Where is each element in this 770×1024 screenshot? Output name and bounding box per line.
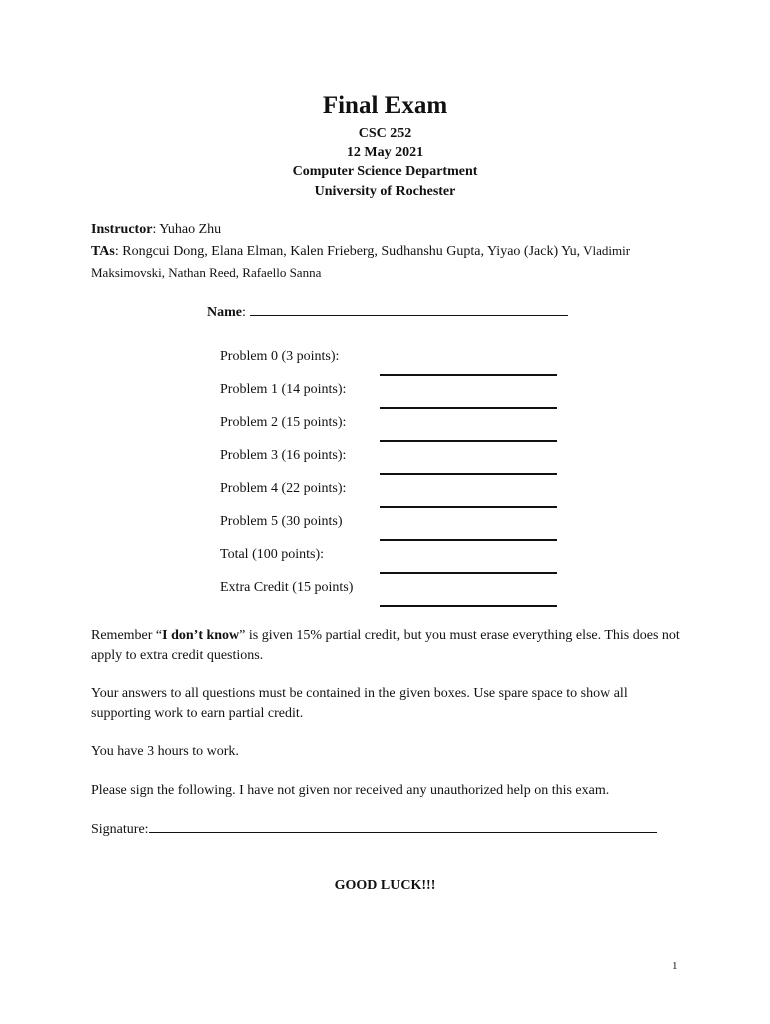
name-field bbox=[207, 303, 568, 321]
tas-line bbox=[91, 243, 630, 260]
signature-field bbox=[91, 820, 731, 840]
problem-1-label: Problem 1 (14 points): bbox=[220, 382, 347, 397]
problem-1-score-blank[interactable] bbox=[380, 407, 557, 409]
problem-4-score-blank[interactable] bbox=[380, 506, 557, 508]
instruction-text: Remember “ bbox=[91, 628, 163, 643]
instruction-text: ” is given 15% partial credit, but you must erase everything else. This does not apply to extra credit questions. bbox=[91, 628, 680, 663]
extra-credit-score-blank[interactable] bbox=[380, 605, 557, 607]
instruction-emphasis: I don’t know bbox=[162, 628, 240, 643]
instruction-partial-credit bbox=[91, 626, 681, 666]
name-colon: : bbox=[242, 305, 246, 320]
good-luck-text: GOOD LUCK!!! bbox=[334, 878, 436, 893]
total-label: Total (100 points): bbox=[220, 547, 325, 562]
extra-credit-label: Extra Credit (15 points) bbox=[220, 580, 354, 595]
page-number: 1 bbox=[672, 960, 678, 972]
problem-3-label: Problem 3 (16 points): bbox=[220, 448, 347, 463]
signature-input-line[interactable] bbox=[149, 820, 657, 833]
department: Computer Science Department bbox=[292, 164, 478, 179]
page-title: Final Exam bbox=[322, 92, 448, 119]
instructor-line bbox=[91, 222, 221, 238]
instruction-time: You have 3 hours to work. bbox=[91, 744, 239, 759]
course-code: CSC 252 bbox=[358, 126, 412, 141]
problem-0-label: Problem 0 (3 points): bbox=[220, 349, 340, 364]
problem-0-score-blank[interactable] bbox=[380, 374, 557, 376]
instructor-label: Instructor bbox=[91, 222, 153, 237]
university: University of Rochester bbox=[314, 184, 456, 199]
instruction-boxes: Your answers to all questions must be contained in the given boxes. Use spare space to show all supporting work to earn partial credit. bbox=[91, 686, 628, 721]
instructor-name: : Yuhao Zhu bbox=[152, 222, 222, 237]
signature-label: Signature: bbox=[91, 822, 149, 837]
total-score-blank[interactable] bbox=[380, 572, 557, 574]
problem-2-label: Problem 2 (15 points): bbox=[220, 415, 347, 430]
instruction-honor: Please sign the following. I have not given nor received any unauthorized help on this exam. bbox=[91, 783, 610, 798]
problem-2-score-blank[interactable] bbox=[380, 440, 557, 442]
tas-names-1: : Rongcui Dong, Elana Elman, Kalen Frieberg, Sudhanshu Gupta, Yiyao (Jack) Yu, bbox=[114, 244, 581, 259]
tas-names-1-tail: Vladimir bbox=[580, 243, 631, 258]
problem-4-label: Problem 4 (22 points): bbox=[220, 481, 347, 496]
exam-date: 12 May 2021 bbox=[346, 145, 424, 160]
name-input-line[interactable] bbox=[250, 303, 568, 316]
problem-5-score-blank[interactable] bbox=[380, 539, 557, 541]
name-label: Name bbox=[207, 305, 242, 320]
tas-names-2: Maksimovski, Nathan Reed, Rafaello Sanna bbox=[91, 265, 322, 280]
problem-5-label: Problem 5 (30 points) bbox=[220, 514, 343, 529]
problem-3-score-blank[interactable] bbox=[380, 473, 557, 475]
tas-label: TAs bbox=[91, 244, 115, 259]
